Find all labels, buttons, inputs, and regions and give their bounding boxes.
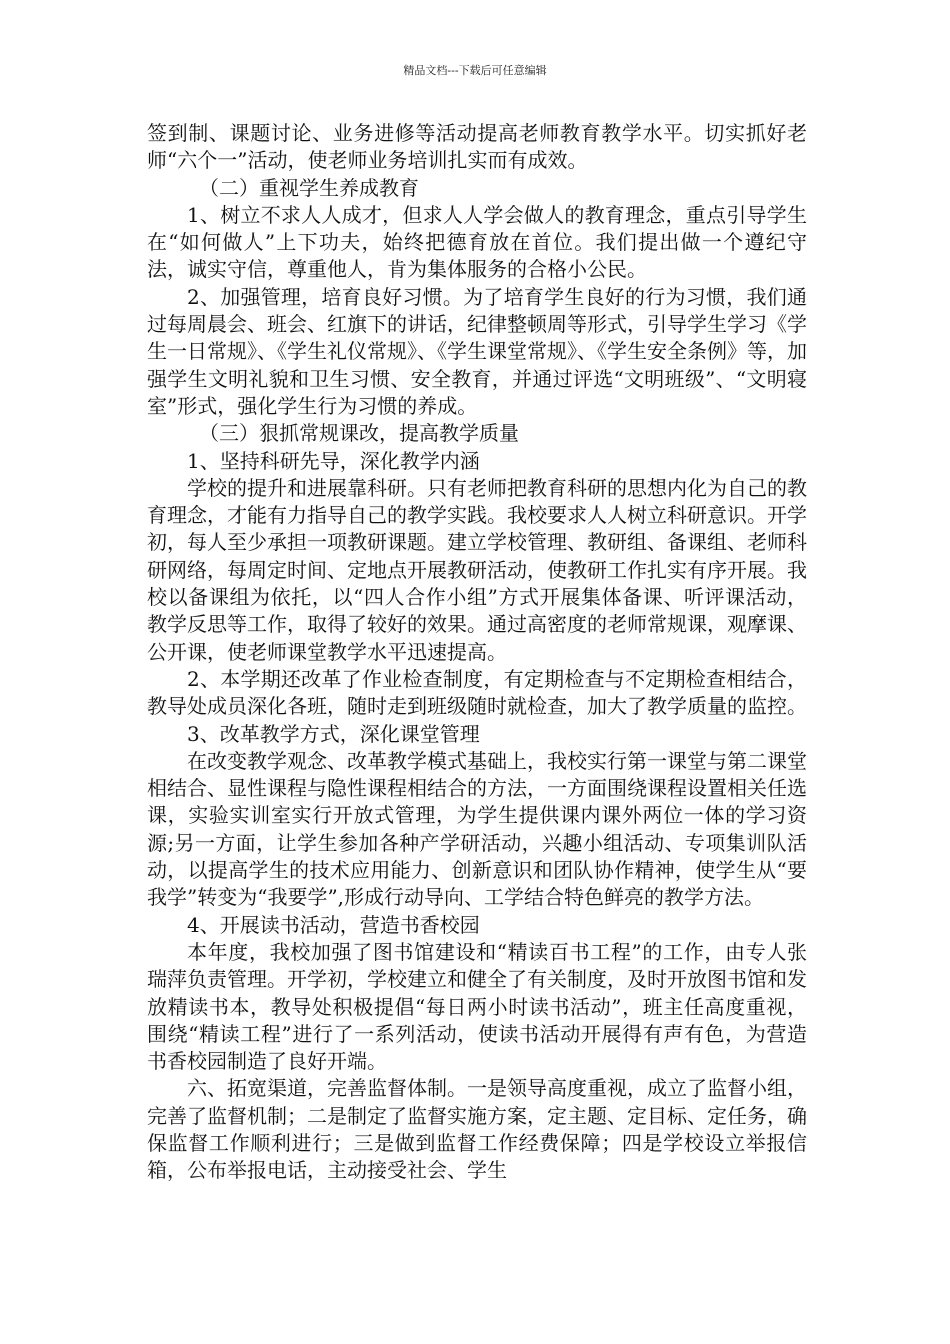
subheading-teaching-methods: 3、改革教学方式，深化课堂管理 <box>187 721 480 746</box>
paragraph-reading-activity: 本年度，我校加强了图书馆建设和“精读百书工程”的工作，由专人张瑞萍负责管理。开学初，学校建立和健全了有关制度，及时开放图书馆和发放精读书本，教导处积极提倡“每日两小时读书活动”，班主任高度重视，围绕“精读工程”进行了一系列活动，使读书活动开展得有声有色，为营造书香校园制造了良好开端。 <box>147 939 807 1074</box>
paragraph-management-habits: 2、加强管理，培育良好习惯。为了培育学生良好的行为习惯，我们通过每周晨会、班会、红旗下的讲话，纪律整顿周等形式，引导学生学习《学生一日常规》、《学生礼仪常规》、《学生课堂常规》、《学生安全条例》等，加强学生文明礼貌和卫生习惯、安全教育，并通过评选“文明班级”、“文明寝室”形式，强化学生行为习惯的养成。 <box>147 284 807 418</box>
paragraph-teaching-methods: 在改变教学观念、改革教学模式基础上，我校实行第一课堂与第二课堂相结合、显性课程与隐性课程相结合的方法，一方面围绕课程设置相关任选课，实验实训室实行开放式管理，为学生提供课内课外两位一体的学习资源;另一方面，让学生参加各种产学研活动，兴趣小组活动、专项集训队活动，以提高学生的技术应用能力、创新意识和团队协作精神，使学生从“要我学”转变为“我要学”,形成行动导向、工学结合特色鲜亮的教学方法。 <box>147 748 807 910</box>
paragraph-teacher-training: 签到制、课题讨论、业务进修等活动提高老师教育教学水平。切实抓好老师“六个一”活动，使老师业务培训扎实而有成效。 <box>147 121 807 173</box>
paragraph-homework-check: 2、本学期还改革了作业检查制度，有定期检查与不定期检查相结合，教导处成员深化各班，随时走到班级随时就检查，加大了教学质量的监控。 <box>147 666 807 719</box>
page-header: 精品文档---下载后可任意编辑 <box>403 64 547 77</box>
document-body <box>147 120 807 1185</box>
subheading-reading-activity: 4、开展读书活动，营造书香校园 <box>187 912 480 937</box>
paragraph-research: 学校的提升和进展靠科研。只有老师把教育科研的思想内化为自己的教育理念，才能有力指导自己的教学实践。我校要求人人树立科研意识。开学初，每人至少承担一项教研课题。建立学校管理、教研组、备课组、老师科研网络，每周定时间、定地点开展教研活动，使教研工作扎实有序开展。我校以备课组为依托，以“四人合作小组”方式开展集体备课、听评课活动，教学反思等工作，取得了较好的效果。通过高密度的老师常规课，观摩课、公开课，使老师课堂教学水平迅速提高。 <box>147 475 807 664</box>
subheading-research: 1、坚持科研先导，深化教学内涵 <box>187 448 480 473</box>
section-heading-habit-education: （二）重视学生养成教育 <box>199 175 419 200</box>
paragraph-supervision: 六、拓宽渠道，完善监督体制。一是领导高度重视，成立了监督小组，完善了监督机制；二是制定了监督实施方案，定主题、定目标、定任务，确保监督工作顺利进行；三是做到监督工作经费保障；四是学校设立举报信箱，公布举报电话，主动接受社会、学生 <box>147 1076 807 1183</box>
paragraph-education-philosophy: 1、树立不求人人成才，但求人人学会做人的教育理念，重点引导学生在“如何做人”上下功夫，始终把德育放在首位。我们提出做一个遵纪守法，诚实守信，尊重他人，肯为集体服务的合格小公民。 <box>147 202 807 282</box>
section-heading-teaching-quality: （三）狠抓常规课改，提高教学质量 <box>199 421 519 446</box>
